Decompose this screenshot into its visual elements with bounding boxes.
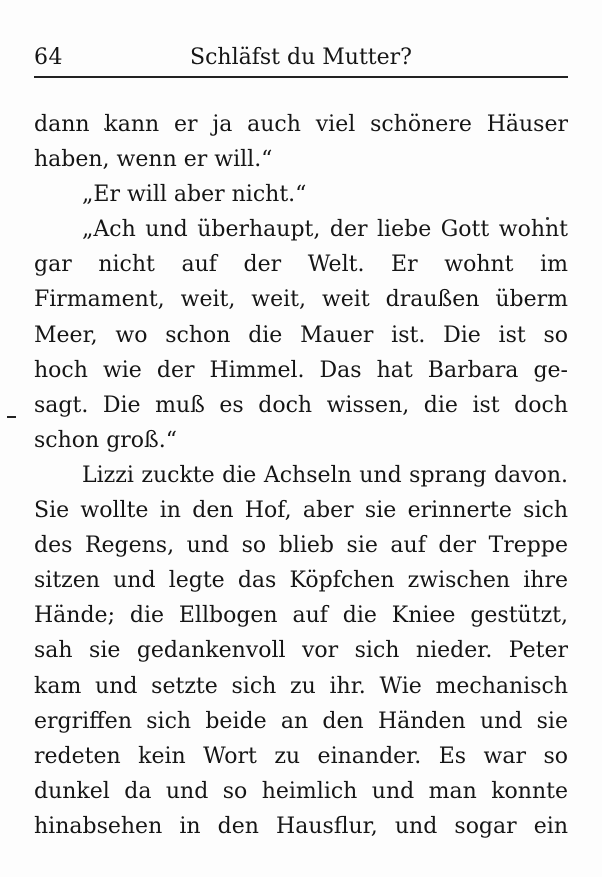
text-line: dunkel da und so heimlich und man konnte bbox=[34, 778, 568, 804]
margin-mark bbox=[7, 416, 16, 418]
page-header bbox=[34, 40, 568, 78]
text-line: hoch wie der Himmel. Das hat Barbara ge- bbox=[34, 357, 568, 383]
text-line: Firmament, weit, weit, weit draußen überm bbox=[34, 287, 568, 313]
text-line: kam und setzte sich zu ihr. Wie mechanisch bbox=[34, 673, 568, 699]
text-line: sagt. Die muß es doch wissen, die ist doch bbox=[34, 392, 568, 418]
body-text bbox=[34, 107, 568, 844]
text-line: sitzen und legte das Köpfchen zwischen ihre bbox=[34, 568, 568, 594]
text-line: dann kann er ja auch viel schönere Häuser bbox=[34, 112, 568, 137]
text-line: Meer, wo schon die Mauer ist. Die ist so bbox=[34, 322, 568, 348]
text-line: schon groß.“ bbox=[34, 427, 177, 453]
text-line: haben, wenn er will.“ bbox=[34, 147, 273, 173]
running-title: Schläfst du Mutter? bbox=[190, 45, 412, 70]
page-number: 64 bbox=[34, 45, 63, 70]
text-line: „Er will aber nicht.“ bbox=[82, 182, 307, 208]
text-line: gar nicht auf der Welt. Er wohnt im bbox=[34, 252, 568, 278]
text-line: Sie wollte in den Hof, aber sie erinnerte sich bbox=[34, 498, 568, 524]
text-line: sah sie gedankenvoll vor sich nieder. Peter bbox=[34, 638, 568, 664]
text-line: Lizzi zuckte die Achseln und sprang davon. bbox=[82, 462, 568, 488]
text-line: hinabsehen in den Hausflur, und sogar ein bbox=[34, 813, 568, 839]
text-line: „Ach und überhaupt, der liebe Gott wohnt bbox=[82, 217, 568, 243]
text-line: ergriffen sich beide an den Händen und sie bbox=[34, 708, 568, 734]
text-line: Hände; die Ellbogen auf die Kniee gestützt, bbox=[34, 603, 568, 629]
text-line: des Regens, und so blieb sie auf der Treppe bbox=[34, 533, 568, 559]
text-line: redeten kein Wort zu einander. Es war so bbox=[34, 743, 568, 769]
